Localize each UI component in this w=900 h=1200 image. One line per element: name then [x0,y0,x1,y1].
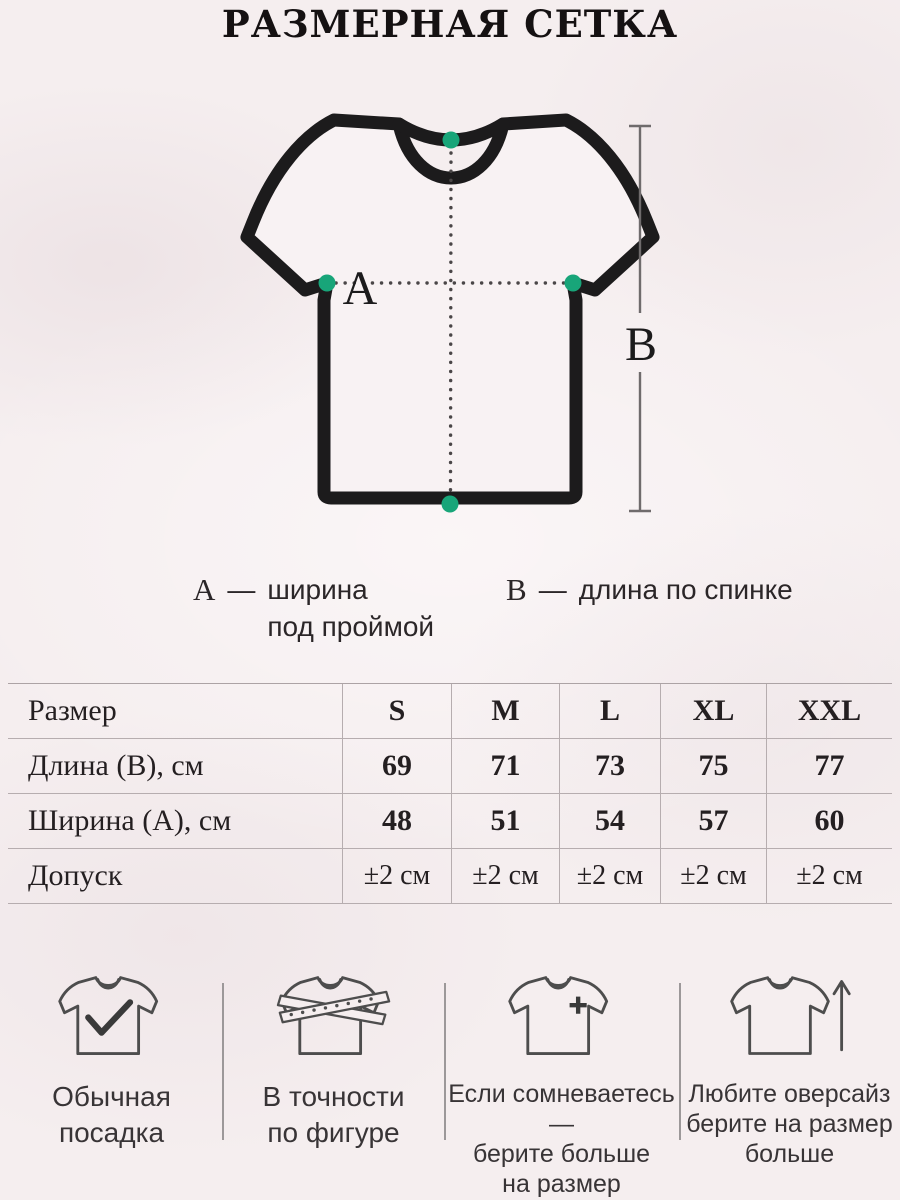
tip-caption-line: Любите оверсайз [688,1080,891,1108]
tip-caption-line: Если сомневаетесь — [448,1080,675,1138]
tip-true-to-size [223,962,444,1151]
up-arrow [834,981,849,1049]
row-width-label: Ширина (A), см [8,794,342,849]
tips-divider [679,983,681,1140]
tip-caption-line: посадка [58,1117,165,1148]
width-label-a: A [342,262,378,315]
tshirt-measurement-diagram [230,100,670,530]
tip-caption-line: больше [744,1140,835,1168]
table-cell: ±2 см [660,849,766,904]
legend-a-dash: — [227,574,256,605]
tshirt-check-icon [54,970,170,1065]
tip-caption-line: по фигуре [267,1117,400,1148]
tshirt-tape-icon [276,970,392,1065]
legend-a-line1: ширина [267,574,368,605]
table-cell: 48 [342,794,451,849]
table-cell: 57 [660,794,766,849]
table-header-s: S [342,684,451,739]
table-header-size: Размер [8,684,342,739]
table-header-l: L [559,684,660,739]
table-cell: 51 [451,794,559,849]
tip-oversize [679,962,900,1169]
table-header-m: M [451,684,559,739]
legend-a-letter: A [193,572,216,607]
legend-width [193,571,434,645]
table-header-xl: XL [660,684,766,739]
table-cell: 69 [342,739,451,794]
page-title: РАЗМЕРНАЯ СЕТКА [221,2,679,46]
tip-size-up-if-unsure [444,962,679,1199]
tips-divider [444,983,446,1140]
legend-a-line2: под проймой [267,611,435,642]
legend-b-letter: B [506,572,527,607]
table-cell: ±2 см [766,849,892,904]
table-cell: 75 [660,739,766,794]
size-table [8,683,892,904]
table-header-xxl: XXL [766,684,892,739]
legend-length [506,571,793,608]
fit-tips-section [0,962,900,1198]
tip-caption-line: берите на размер [686,1110,893,1138]
table-cell: 77 [766,739,892,794]
legend-b-dash: — [538,574,567,605]
row-tolerance-label: Допуск [8,849,342,904]
tip-caption-line: берите больше [472,1140,651,1168]
tip-caption-line: В точности [262,1081,405,1112]
row-length-label: Длина (B), см [8,739,342,794]
legend-a-text [267,571,434,645]
tshirt-plus-icon [504,970,620,1065]
table-cell: 71 [451,739,559,794]
legend-b-text: длина по спинке [578,574,793,605]
tip-caption-line: на размер [502,1170,621,1198]
table-cell: 60 [766,794,892,849]
table-cell: 54 [559,794,660,849]
length-label-b: B [624,318,658,371]
tips-divider [222,983,224,1140]
tip-caption-line: Обычная [52,1081,171,1112]
table-cell: ±2 см [451,849,559,904]
table-cell: ±2 см [559,849,660,904]
table-cell: ±2 см [342,849,451,904]
tshirt-arrow-icon [726,970,853,1065]
table-cell: 73 [559,739,660,794]
tip-regular-fit [0,962,223,1151]
